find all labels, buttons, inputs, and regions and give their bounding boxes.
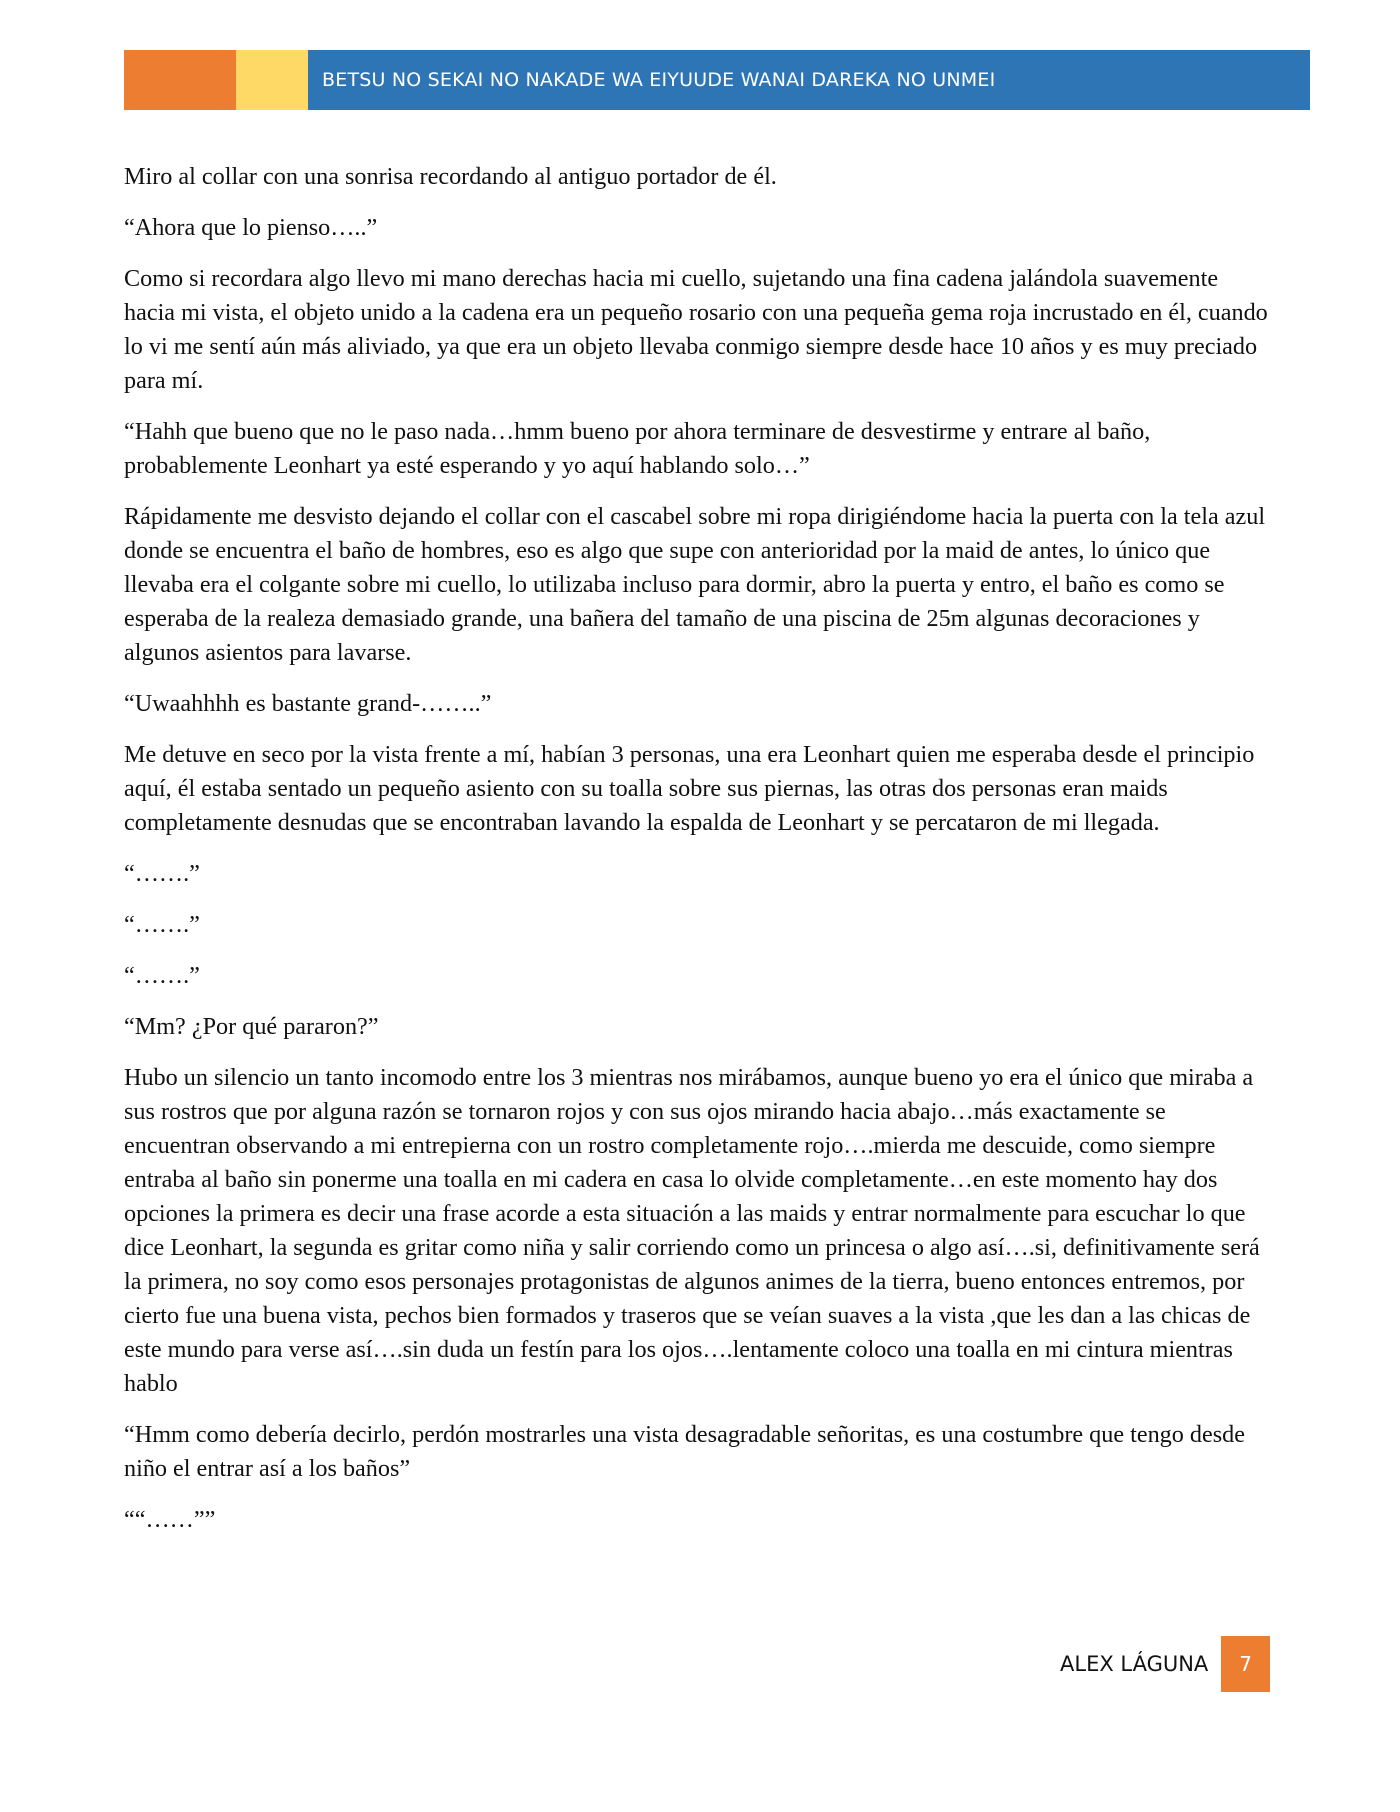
body-text [124,160,1272,1554]
page-footer [1060,1636,1270,1692]
author-name: ALEX LÁGUNA [1060,1652,1209,1676]
paragraph: Miro al collar con una sonrisa recordando al antiguo portador de él. [124,163,777,190]
header-orange-block [124,50,236,110]
paragraph: Me detuve en seco por la vista frente a mí, habían 3 personas, una era Leonhart quien me esperaba desde el principio aquí, él estaba sentado un pequeño asiento con su toalla sobre sus piernas, las otras dos personas eran maids completamente desnudas que se encontraban lavando la espalda de Leonhart y se percataron de mi llegada. [124,741,1255,836]
header-title: BETSU NO SEKAI NO NAKADE WA EIYUUDE WANAI DAREKA NO UNMEI [308,50,1310,110]
paragraph: Hubo un silencio un tanto incomodo entre los 3 mientras nos mirábamos, aunque bueno yo era el único que miraba a sus rostros que por alguna razón se tornaron rojos y con sus ojos mirando hacia abajo…más exactamente se encuentran observando a mi entrepierna con un rostro completamente rojo….mierda me descuide, como siempre entraba al baño sin ponerme una toalla en mi cadera en casa lo olvide completamente…en este momento hay dos opciones la primera es decir una frase acorde a esta situación a las maids y entrar normalmente para escuchar lo que dice Leonhart, la segunda es gritar como niña y salir corriendo como un princesa o algo así….si, definitivamente será la primera, no soy como esos personajes protagonistas de algunos animes de la tierra, bueno entonces entremos, por cierto fue una buena vista, pechos bien formados y traseros que se veían suaves a la vista ,que les dan a las chicas de este mundo para verse así….sin duda un festín para los ojos….lentamente coloco una toalla en mi cintura mientras hablo [124,1064,1260,1397]
paragraph: “…….” [124,911,200,938]
paragraph: Rápidamente me desvisto dejando el collar con el cascabel sobre mi ropa dirigiéndome hacia la puerta con la tela azul donde se encuentra el baño de hombres, eso es algo que supe con anterioridad por la maid de antes, lo único que llevaba era el colgante sobre mi cuello, lo utilizaba incluso para dormir, abro la puerta y entro, el baño es como se esperaba de la realeza demasiado grande, una bañera del tamaño de una piscina de 25m algunas decoraciones y algunos asientos para lavarse. [124,503,1266,666]
paragraph: “Ahora que lo pienso…..” [124,214,378,241]
page-header [124,50,1310,110]
paragraph: “…….” [124,860,200,887]
paragraph: “Hahh que bueno que no le paso nada…hmm bueno por ahora terminare de desvestirme y entrare al baño, probablemente Leonhart ya esté esperando y yo aquí hablando solo…” [124,418,1151,479]
paragraph: Como si recordara algo llevo mi mano derechas hacia mi cuello, sujetando una fina cadena jalándola suavemente hacia mi vista, el objeto unido a la cadena era un pequeño rosario con una pequeña gema roja incrustado en él, cuando lo vi me sentí aún más aliviado, ya que era un objeto llevaba conmigo siempre desde hace 10 años y es muy preciado para mí. [124,265,1268,394]
paragraph: “Uwaahhhh es bastante grand-……..” [124,690,492,717]
paragraph: “…….” [124,962,200,989]
page-number: 7 [1221,1636,1270,1692]
header-yellow-block [236,50,308,110]
paragraph: “Hmm como debería decirlo, perdón mostrarles una vista desagradable señoritas, es una costumbre que tengo desde niño el entrar así a los baños” [124,1421,1245,1482]
paragraph: ““……”” [124,1506,216,1533]
paragraph: “Mm? ¿Por qué pararon?” [124,1013,379,1040]
